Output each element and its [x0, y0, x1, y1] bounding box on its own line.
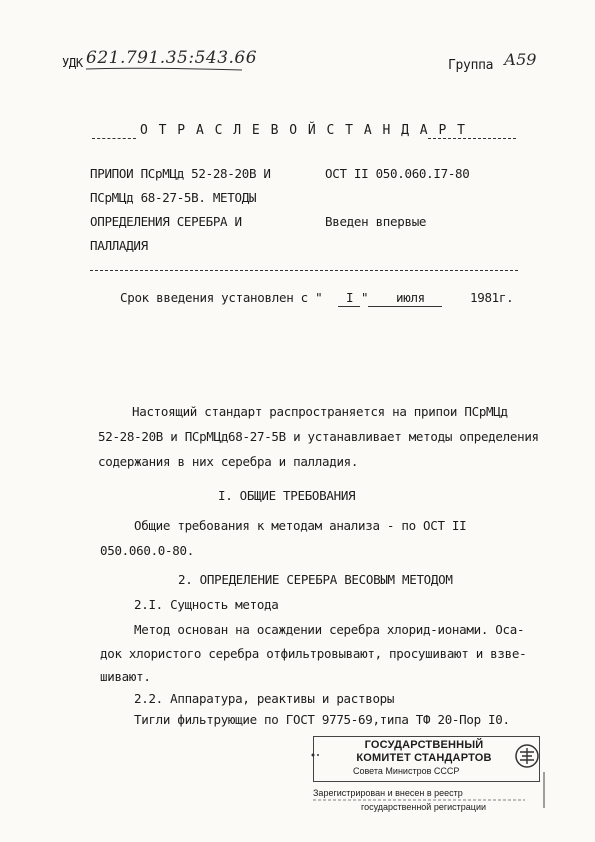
day-underline [338, 306, 360, 307]
paragraph-2-1-line-1: Метод основан на осаждении серебра хлорид-ионами. Оса- [134, 622, 525, 637]
document-title: О Т Р А С Л Е В О Й С Т А Н Д А Р Т [140, 123, 467, 138]
standard-status: Введен впервые [325, 214, 427, 229]
subsection-2-2: 2.2. Аппаратура, реактивы и растворы [134, 691, 395, 706]
subsection-2-1: 2.I. Сущность метода [134, 597, 279, 612]
udk-code: 621.791.35:543.66 [86, 48, 258, 68]
month-underline [368, 306, 442, 307]
stamp-line-4: Зарегистрирован и внесен в реестр [313, 788, 463, 798]
emblem-icon [512, 742, 542, 770]
title-rule-right [428, 138, 516, 139]
effective-year: 1981г. [470, 290, 514, 305]
udk-prefix: УДК [62, 56, 83, 70]
title-rule-left [92, 138, 136, 139]
section-2-heading: 2. ОПРЕДЕЛЕНИЕ СЕРЕБРА ВЕСОВЫМ МЕТОДОМ [178, 572, 453, 587]
intro-line-1: Настоящий стандарт распространяется на припои ПСрМЦд [132, 404, 508, 419]
intro-line-3: содержания в них серебра и палладия. [98, 454, 359, 469]
intro-line-2: 52-28-20В и ПСрМЦд68-27-5В и устанавливает методы определения [98, 429, 539, 444]
group-code: А59 [504, 50, 537, 69]
stamp-line-3: Совета Министров СССР [353, 766, 460, 776]
effective-month: июля [396, 290, 425, 305]
subject-line-1: ПРИПОИ ПСрМЦд 52-28-20В И [90, 166, 271, 181]
section-1-line-2: 050.060.0-80. [100, 543, 194, 558]
effective-day: I [346, 290, 354, 305]
stamp-line-1: ГОСУДАРСТВЕННЫЙ [364, 739, 484, 751]
udk-underline [84, 66, 244, 72]
subject-line-2: ПСрМЦд 68-27-5В. МЕТОДЫ [90, 190, 257, 205]
effective-prefix: Срок введения установлен с " [120, 290, 323, 305]
paragraph-2-2-line-1: Тигли фильтрующие по ГОСТ 9775-69,типа ТФ 20-Пор I0. [134, 712, 510, 727]
stamp-dot-mark [310, 752, 320, 758]
subject-line-3: ОПРЕДЕЛЕНИЯ СЕРЕБРА И [90, 214, 242, 229]
subject-line-4: ПАЛЛАДИЯ [90, 238, 148, 253]
section-1-line-1: Общие требования к методам анализа - по ОСТ II [134, 518, 467, 533]
stamp-line-2: КОМИТЕТ СТАНДАРТОВ [356, 752, 492, 764]
paragraph-2-1-line-2: док хлористого серебра отфильтровывают, просушивают и взве- [100, 646, 527, 661]
header-divider [90, 270, 518, 271]
paragraph-2-1-line-3: шивают. [100, 669, 151, 684]
registration-stamp [305, 736, 543, 826]
standard-number: ОСТ II 050.060.I7-80 [325, 166, 470, 181]
margin-mark [541, 772, 547, 808]
section-1-heading: I. ОБЩИЕ ТРЕБОВАНИЯ [218, 488, 356, 503]
effective-quote: " [361, 290, 369, 305]
stamp-underline [313, 798, 525, 802]
stamp-line-5: государственной регистрации [361, 802, 486, 812]
group-label: Группа [448, 58, 494, 73]
